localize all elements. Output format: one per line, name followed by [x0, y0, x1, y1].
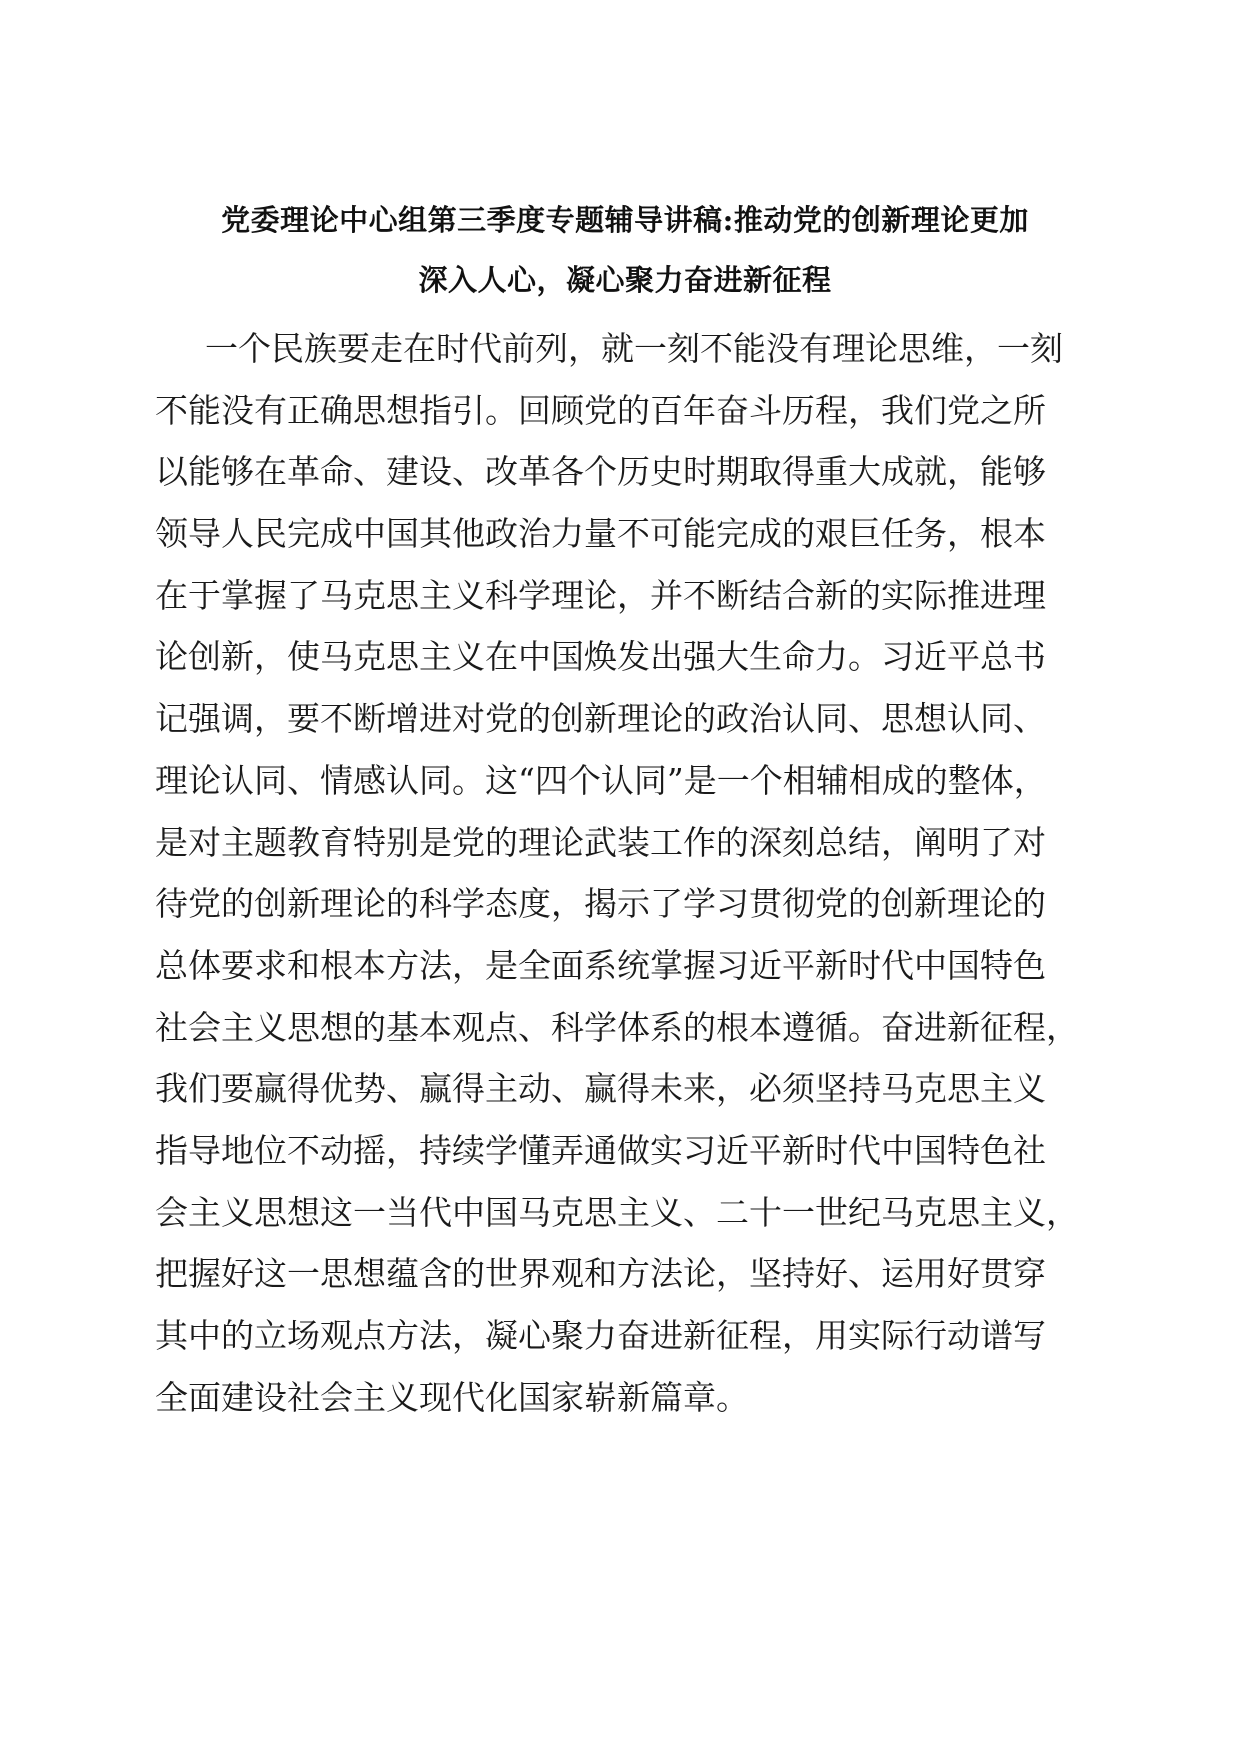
body-line: 论创新，使马克思主义在中国焕发出强大生命力。习近平总书: [155, 637, 1046, 677]
body-line: 一个民族要走在时代前列，就一刻不能没有理论思维，一刻: [205, 329, 1063, 368]
body-line: 指导地位不动摇，持续学懂弄通做实习近平新时代中国特色社: [155, 1130, 1046, 1170]
body-line: 待党的创新理论的科学态度，揭示了学习贯彻党的创新理论的: [155, 884, 1046, 924]
body-line: 总体要求和根本方法，是全面系统掌握习近平新时代中国特色: [155, 945, 1046, 985]
title-line: 党委理论中心组第三季度专题辅导讲稿:推动党的创新理论更加: [221, 203, 1029, 237]
title-line: 深入人心，凝心聚力奋进新征程: [418, 263, 832, 297]
body-line: 我们要赢得优势、赢得主动、赢得未来，必须坚持马克思主义: [155, 1069, 1046, 1109]
body-line: 把握好这一思想蕴含的世界观和方法论，坚持好、运用好贯穿: [155, 1254, 1046, 1294]
body-line: 是对主题教育特别是党的理论武装工作的深刻总结，阐明了对: [155, 822, 1046, 862]
body-line: 理论认同、情感认同。这“四个认同”是一个相辅相成的整体，: [155, 760, 1047, 800]
body-line: 社会主义思想的基本观点、科学体系的根本遵循。奋进新征程，: [155, 1007, 1079, 1047]
body-line: 领导人民完成中国其他政治力量不可能完成的艰巨任务，根本: [155, 514, 1046, 554]
body-line: 记强调，要不断增进对党的创新理论的政治认同、思想认同、: [155, 699, 1046, 739]
body-line: 其中的立场观点方法，凝心聚力奋进新征程，用实际行动谱写: [155, 1316, 1046, 1355]
body-line: 全面建设社会主义现代化国家崭新篇章。: [155, 1377, 749, 1417]
body-line: 会主义思想这一当代中国马克思主义、二十一世纪马克思主义，: [155, 1192, 1079, 1232]
body-line: 在于掌握了马克思主义科学理论，并不断结合新的实际推进理: [155, 575, 1046, 615]
body-line: 不能没有正确思想指引。回顾党的百年奋斗历程，我们党之所: [155, 390, 1046, 430]
body-line: 以能够在革命、建设、改革各个历史时期取得重大成就，能够: [155, 452, 1046, 492]
body-paragraph: [155, 318, 1095, 1428]
document-title: [155, 190, 1095, 310]
